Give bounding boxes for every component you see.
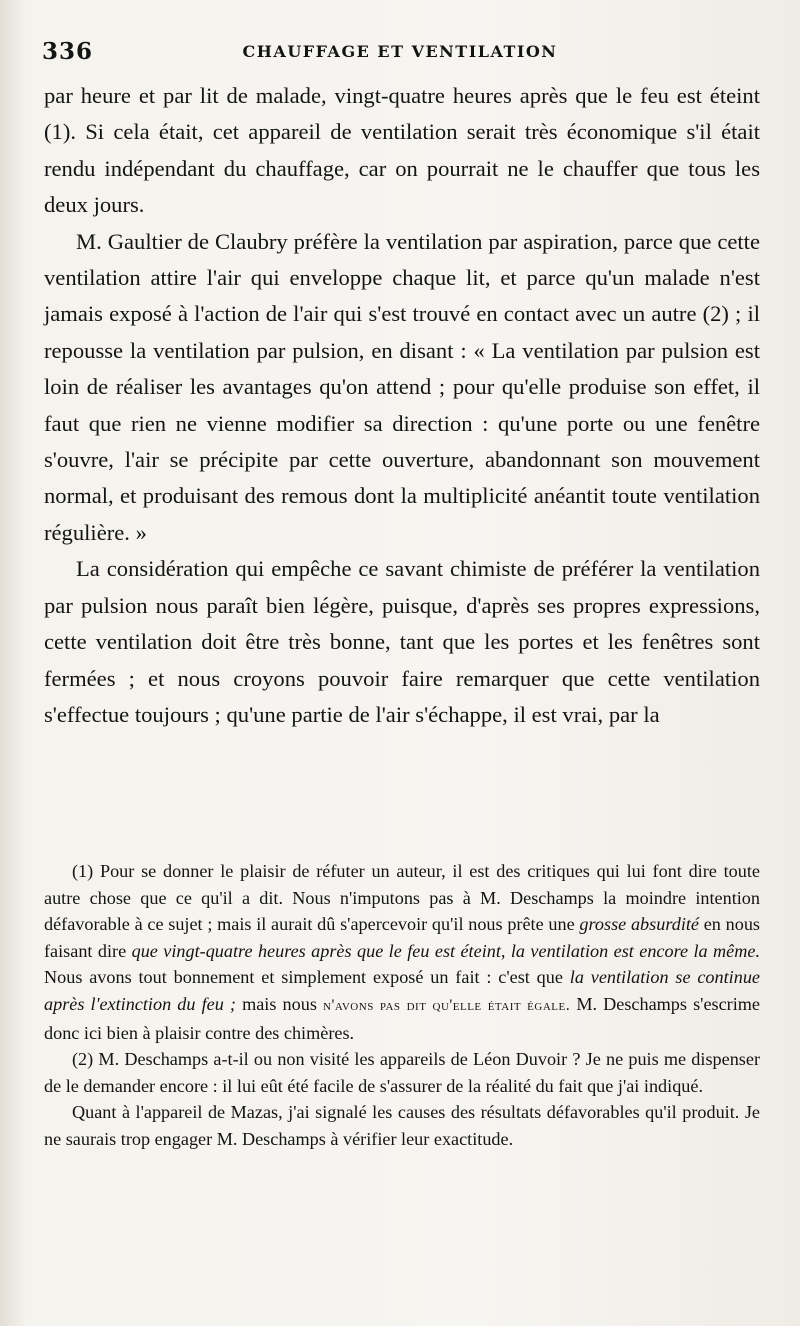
paragraph: par heure et par lit de malade, vingt-quatre heures après que le feu est éteint (1). Si cela était, cet appareil de ventilation serait très économique s'il était rendu indépendant du chauffage, car on pourrait ne le chauffer que tous les deux jours. xyxy=(44,83,760,218)
footnote-italic: grosse absurdité xyxy=(579,914,699,935)
footnote-1 xyxy=(44,858,760,1046)
footnote-text: M. Deschamps s'escrime donc ici bien à plaisir contre des chimères. xyxy=(44,993,760,1043)
paragraph: M. Gaultier de Claubry préfère la ventilation par aspiration, parce que cette ventilation attire l'air qui enveloppe chaque lit, et parce qu'un malade n'est jamais exposé à l'action de l'air qui s'est trouvé en contact avec un autre (2) ; il repousse la ventilation par pulsion, en disant : « La ventilation par pulsion est loin de réaliser les avantages qu'on attend ; pour qu'elle produise son effet, il faut que rien ne vienne modifier sa direction : qu'une porte ou une fenêtre s'ouvre, l'air se précipite par cette ouverture, abandonnant son mouvement normal, et produisant des remous dont la multiplicité anéantit toute ventilation régulière. » xyxy=(44,228,760,545)
page-header xyxy=(42,38,758,68)
running-title: CHAUFFAGE ET VENTILATION xyxy=(242,42,558,61)
footnote-text: mais nous xyxy=(242,993,317,1014)
footnote-italic: que vingt-quatre heures après que le feu est éteint, la ventilation est encore la même. xyxy=(131,940,760,961)
footnote-text: en nous faisant dire xyxy=(44,914,760,961)
page-number: 336 xyxy=(42,38,94,65)
footnote-3: Quant à l'appareil de Mazas, j'ai signalé les causes des résultats défavorables qu'il produit. Je ne saurais trop engager M. Deschamps à vérifier leur exactitude. xyxy=(44,1102,760,1149)
footnote-2: (2) M. Deschamps a-t-il ou non visité les appareils de Léon Duvoir ? Je ne puis me dispenser de le demander encore : il lui eût été facile de s'assurer de la réalité du fait que j'ai indiqué. xyxy=(44,1049,760,1096)
footnote-text: (1) Pour se donner le plaisir de réfuter un auteur, il est des critiques qui lui font dire toute autre chose que ce qu'il a dit. Nous n'imputons pas à M. Deschamps la moindre intention défavorable à ce sujet ; mais il aurait dû s'apercevoir qu'il nous prête une xyxy=(44,861,760,935)
footnote-text: Nous avons tout bonnement et simplement exposé un fait : c'est que xyxy=(44,967,563,988)
footnotes xyxy=(44,858,760,1153)
footnote-italic: la ventilation se continue après l'extinction du feu ; xyxy=(44,967,760,1014)
main-text xyxy=(44,78,760,733)
footnote-smallcaps: n'avons pas dit qu'elle était égale. xyxy=(323,996,571,1014)
paragraph: La considération qui empêche ce savant chimiste de préférer la ventilation par pulsion nous paraît bien légère, puisque, d'après ses propres expressions, cette ventilation doit être très bonne, tant que les portes et les fenêtres sont fermées ; et nous croyons pouvoir faire remarquer que cette ventilation s'effectue toujours ; qu'une partie de l'air s'échappe, il est vrai, par la xyxy=(44,556,760,727)
